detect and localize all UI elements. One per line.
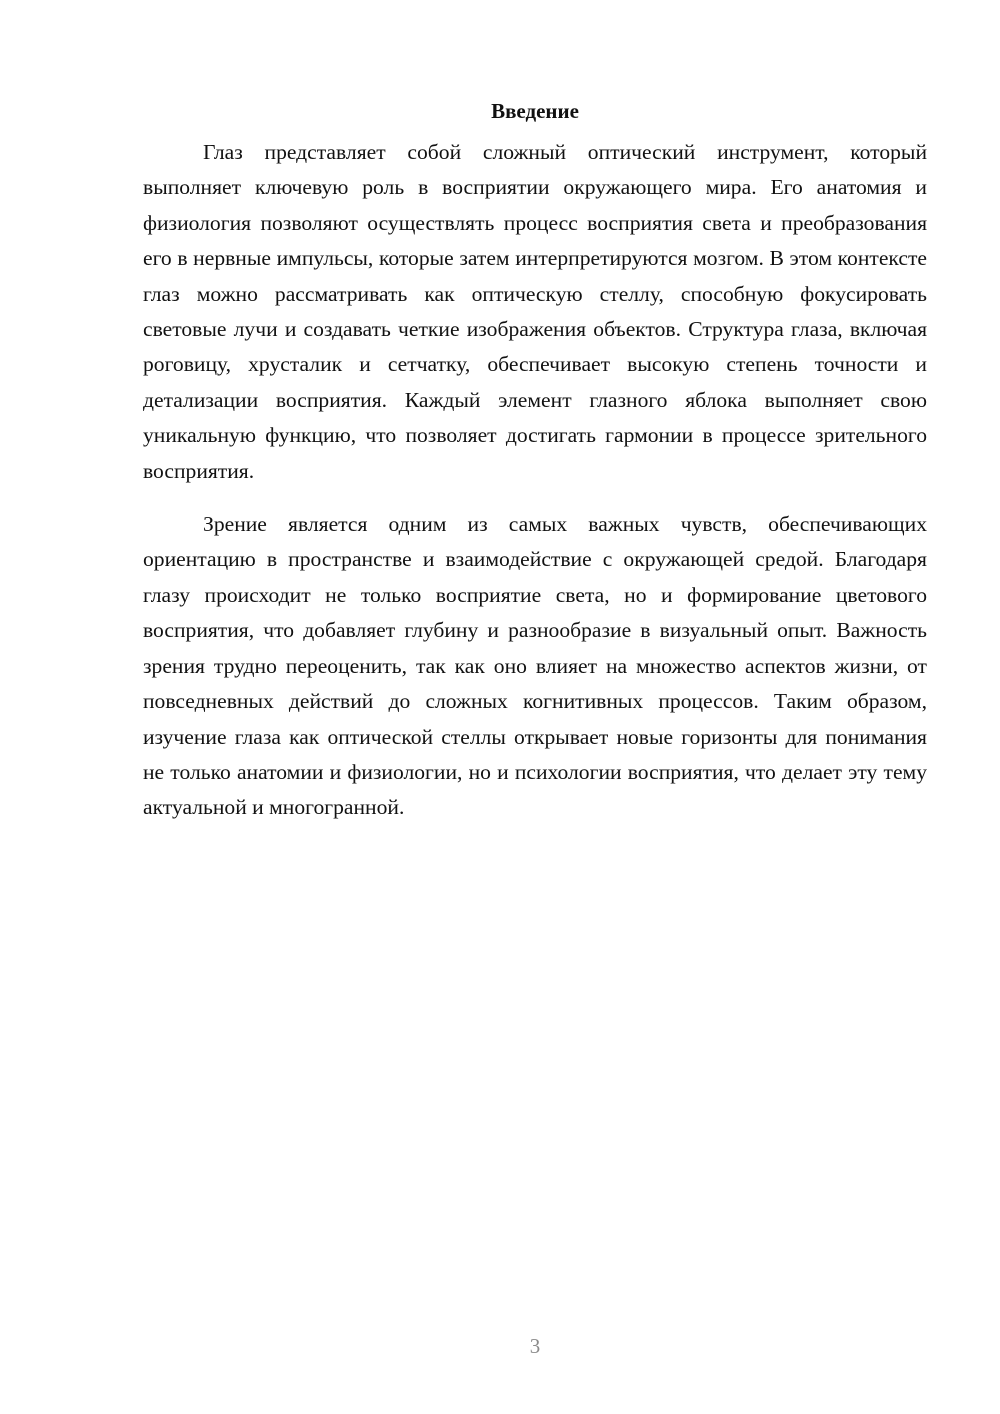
page-number: 3 <box>529 1334 541 1358</box>
section-heading: Введение <box>491 99 579 123</box>
paragraph-1: Глаз представляет собой сложный оптический инструмент, который выполняет ключевую роль в восприятии окружающего мира. Его анатомия и физиология позволяют осуществлять процесс восприятия света и преобразования его в нервные импульсы, которые затем интерпретируются мозгом. В этом контексте глаз можно рассматривать как оптическую стеллу, способную фокусировать световые лучи и создавать четкие изображения объектов. Структура глаза, включая роговицу, хрусталик и сетчатку, обеспечивает высокую степень точности и детализации восприятия. Каждый элемент глазного яблока выполняет свою уникальную функцию, что позволяет достигать гармонии в процессе зрительного восприятия. <box>143 140 927 483</box>
paragraph-2: Зрение является одним из самых важных чувств, обеспечивающих ориентацию в пространстве и взаимодействие с окружающей средой. Благодаря глазу происходит не только восприятие света, но и формирование цветового восприятия, что добавляет глубину и разнообразие в визуальный опыт. Важность зрения трудно переоценить, так как оно влияет на множество аспектов жизни, от повседневных действий до сложных когнитивных процессов. Таким образом, изучение глаза как оптической стеллы открывает новые горизонты для понимания не только анатомии и физиологии, но и психологии восприятия, что делает эту тему актуальной и многогранной. <box>143 512 927 820</box>
page-content <box>143 95 927 826</box>
